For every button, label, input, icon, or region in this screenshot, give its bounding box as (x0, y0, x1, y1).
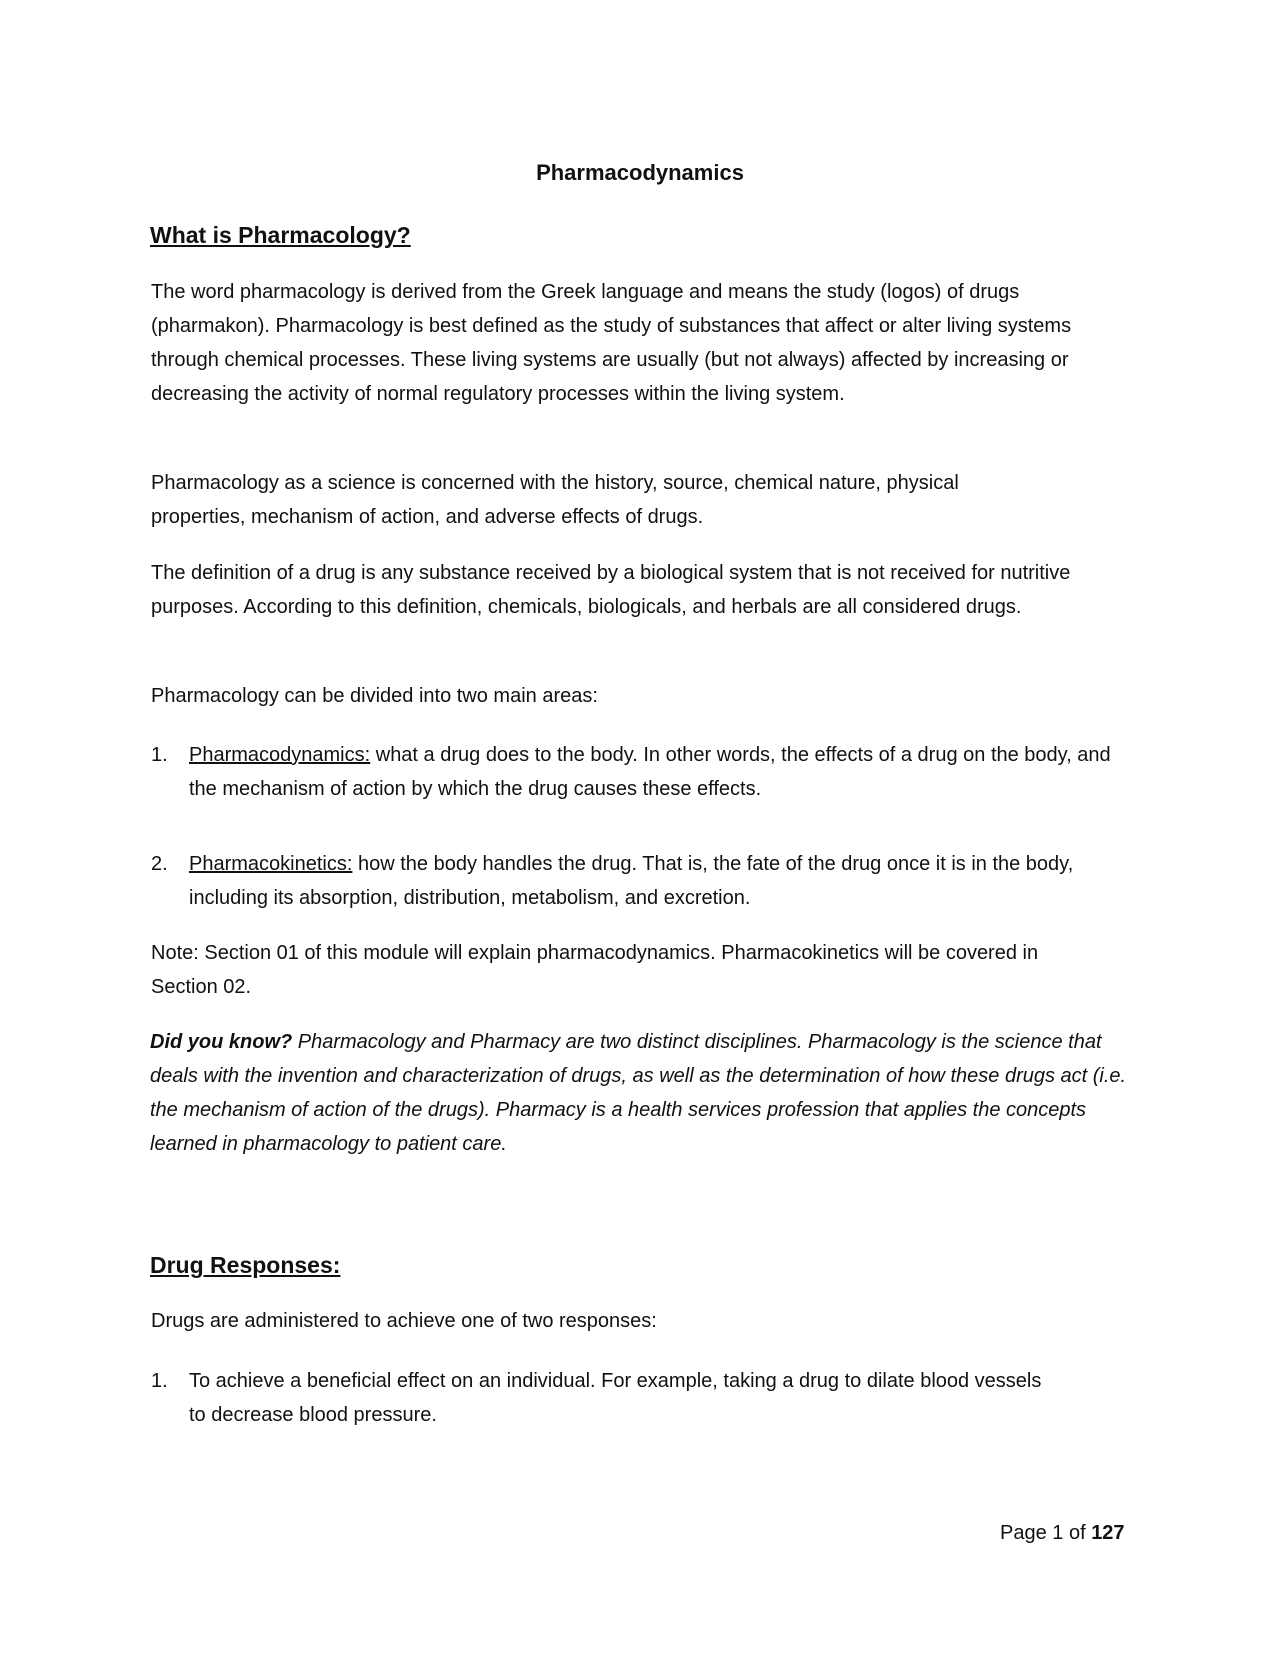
note-paragraph: Note: Section 01 of this module will explain pharmacodynamics. Pharmacokinetics will be covered in Section 02. (151, 942, 1039, 998)
document-title: Pharmacodynamics (536, 160, 744, 185)
paragraph-definition: The word pharmacology is derived from the Greek language and means the study (logos) of drugs (pharmakon). Pharmacology is best defined as the study of substances that affect or alter living systems through chemical processes. These living systems are usually (but not always) affected by increasing or decreasing the activity of normal regulatory processes within the living system. (151, 281, 1072, 405)
page-label: Page 1 of (1000, 1522, 1092, 1544)
list-number: 1. (151, 744, 168, 766)
paragraph-drug-definition: The definition of a drug is any substance received by a biological system that is not received for nutritive purposes. According to this definition, chemicals, biologicals, and herbals are all considered drugs. (151, 562, 1071, 618)
did-you-know-text: Pharmacology and Pharmacy are two distinct disciplines. Pharmacology is the science that deals with the invention and characterization of drugs, as well as the determination of how these drugs act (i.e. the mechanism of action of the drugs). Pharmacy is a health services profession that applies the concepts learned in pharmacology to patient care. (150, 1031, 1127, 1155)
page-number (1000, 1522, 1125, 1545)
total-pages: 127 (1091, 1522, 1125, 1544)
did-you-know-callout (150, 1025, 1130, 1161)
paragraph-two-responses: Drugs are administered to achieve one of two responses: (151, 1310, 657, 1332)
did-you-know-label: Did you know? (150, 1031, 293, 1053)
list-item-beneficial-effect (151, 1364, 1051, 1432)
paragraph-two-areas: Pharmacology can be divided into two main areas: (151, 685, 598, 707)
section-heading-what-is-pharmacology: What is Pharmacology? (150, 222, 411, 248)
list-number: 1. (151, 1370, 168, 1392)
definition-text: what a drug does to the body. In other words, the effects of a drug on the body, and the mechanism of action by which the drug causes these effects. (189, 744, 1111, 800)
paragraph-science: Pharmacology as a science is concerned with the history, source, chemical nature, physical properties, mechanism of action, and adverse effects of drugs. (151, 472, 959, 528)
section-heading-drug-responses: Drug Responses: (150, 1252, 341, 1278)
term-pharmacokinetics: Pharmacokinetics: (189, 853, 353, 875)
definition-text: how the body handles the drug. That is, the fate of the drug once it is in the body, including its absorption, distribution, metabolism, and excretion. (189, 853, 1074, 909)
list-item-pharmacokinetics (151, 847, 1111, 915)
list-number: 2. (151, 853, 168, 875)
term-pharmacodynamics: Pharmacodynamics: (189, 744, 371, 766)
list-item-pharmacodynamics (151, 738, 1111, 806)
list-text: To achieve a beneficial effect on an individual. For example, taking a drug to dilate blood vessels to decrease blood pressure. (189, 1370, 1042, 1426)
